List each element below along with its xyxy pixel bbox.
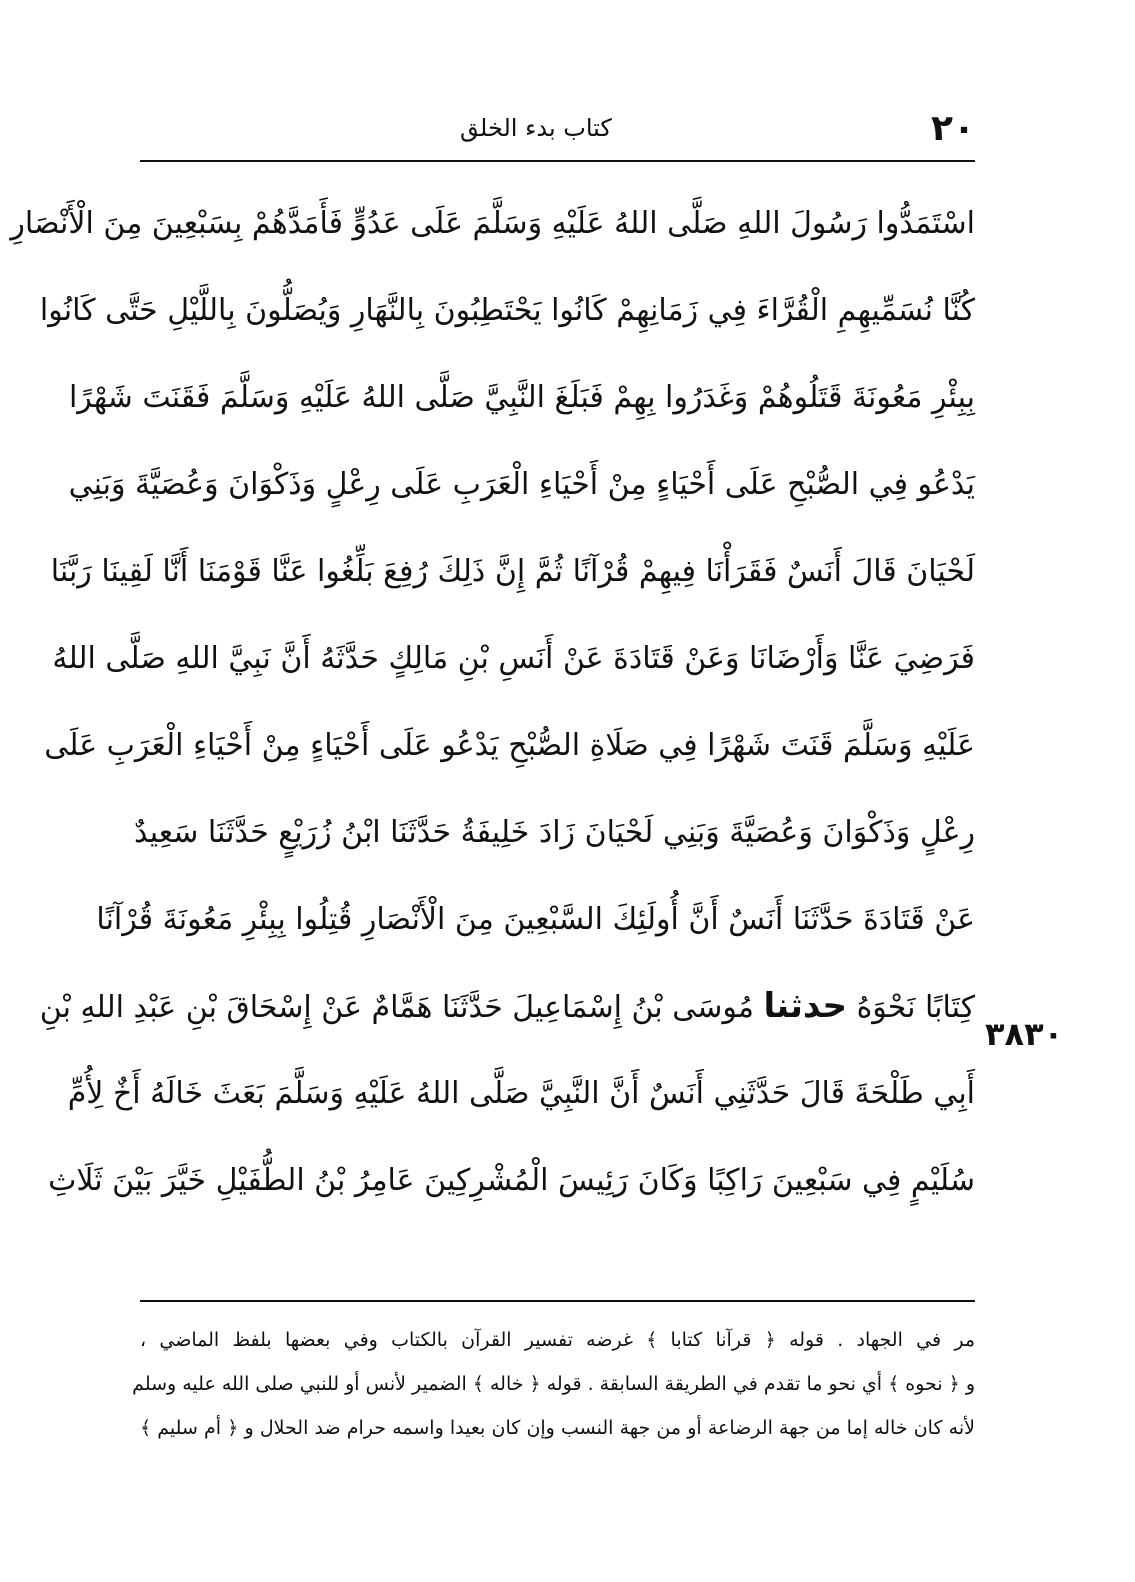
text-line: فَرَضِيَ عَنَّا وَأَرْضَانَا وَعَنْ قَتَادَةَ عَنْ أَنَسِ بْنِ مَالِكٍ حَدَّثَهُ أَنَّ نَبِيَّ اللهِ صَلَّى اللهُ: [52, 641, 975, 676]
header-rule: [140, 160, 975, 162]
text-line: سُلَيْمٍ فِي سَبْعِينَ رَاكِبًا وَكَانَ رَئِيسَ الْمُشْرِكِينَ عَامِرُ بْنُ الطُّفَيْلِ خَيَّرَ بَيْنَ ثَلَاثِ: [48, 1163, 975, 1198]
bold-keyword: حدثنا: [763, 986, 848, 1026]
text-line: بِبِئْرِ مَعُونَةَ قَتَلُوهُمْ وَغَدَرُوا بِهِمْ فَبَلَغَ النَّبِيَّ صَلَّى اللهُ عَلَيْهِ وَسَلَّمَ فَقَنَتَ شَهْرًا: [68, 380, 975, 415]
text-line: عَلَيْهِ وَسَلَّمَ قَنَتَ شَهْرًا فِي صَلَاةِ الصُّبْحِ يَدْعُو عَلَى أَحْيَاءٍ مِنْ أَحْيَاءِ الْعَرَبِ عَلَى: [44, 728, 975, 763]
footnote-line: لأنه كان خاله إما من جهة الرضاعة أو من جهة النسب وإن كان بعيدا واسمه حرام ضد الحلال و ﴿ أم سليم ﴾: [140, 1417, 975, 1439]
footnotes: [132, 1318, 975, 1450]
text-line: رِعْلٍ وَذَكْوَانَ وَعُصَيَّةَ وَبَنِي لَحْيَانَ زَادَ خَلِيفَةُ حَدَّثَنَا ابْنُ زُرَيْعٍ حَدَّثَنَا سَعِيدٌ: [133, 815, 975, 850]
text-line: يَدْعُو فِي الصُّبْحِ عَلَى أَحْيَاءٍ مِنْ أَحْيَاءِ الْعَرَبِ عَلَى رِعْلٍ وَذَكْوَانَ وَعُصَيَّةَ وَبَنِي: [68, 467, 975, 502]
text-line: لَحْيَانَ قَالَ أَنَسٌ فَقَرَأْنَا فِيهِمْ قُرْآنًا ثُمَّ إِنَّ ذَلِكَ رُفِعَ بَلِّغُوا عَنَّا قَوْمَنَا أَنَّا لَقِينَا رَبَّنَا: [50, 554, 975, 589]
text-fragment: كِتَابًا نَحْوَهُ: [856, 990, 975, 1025]
running-head: كتاب بدء الخلق: [460, 114, 612, 142]
main-text: [10, 180, 975, 1224]
footnote-line: و ﴿ نحوه ﴾ أي نحو ما تقدم في الطريقة السابقة . قوله ﴿ خاله ﴾ الضمير لأنس أو للنبي صلى الله عليه وسلم: [132, 1373, 975, 1395]
text-line: عَنْ قَتَادَةَ حَدَّثَنَا أَنَسٌ أَنَّ أُولَئِكَ السَّبْعِينَ مِنَ الْأَنْصَارِ قُتِلُوا بِبِئْرِ مَعُونَةَ قُرْآنًا: [96, 902, 975, 937]
text-fragment: مُوسَى بْنُ إِسْمَاعِيلَ حَدَّثَنَا هَمَّامٌ عَنْ إِسْحَاقَ بْنِ عَبْدِ اللهِ بْنِ: [39, 990, 754, 1025]
footnote-line: مر في الجهاد . قوله ﴿ قرآنا كتابا ﴾ غرضه تفسير القرآن بالكتاب وفي بعضها بلفظ الماضي ،: [140, 1329, 975, 1351]
text-line: أَبِي طَلْحَةَ قَالَ حَدَّثَنِي أَنَسٌ أَنَّ النَّبِيَّ صَلَّى اللهُ عَلَيْهِ وَسَلَّمَ بَعَثَ خَالَهُ أَخٌ لِأُمِّ: [67, 1076, 975, 1111]
text-line: كُنَّا نُسَمِّيهِمِ الْقُرَّاءَ فِي زَمَانِهِمْ كَانُوا يَحْتَطِبُونَ بِالنَّهَارِ وَيُصَلُّونَ بِاللَّيْلِ حَتَّى كَانُوا: [39, 293, 975, 328]
text-line-with-heading: [39, 963, 975, 1050]
hadith-number: ٣٨٣٠: [985, 1015, 1064, 1053]
page-number: ٢٠: [931, 108, 975, 149]
page-header: [140, 100, 975, 156]
footnote-rule: [140, 1300, 975, 1302]
text-line: اسْتَمَدُّوا رَسُولَ اللهِ صَلَّى اللهُ عَلَيْهِ وَسَلَّمَ عَلَى عَدُوٍّ فَأَمَدَّهُمْ بِسَبْعِينَ مِنَ الْأَنْصَارِ: [10, 206, 975, 241]
